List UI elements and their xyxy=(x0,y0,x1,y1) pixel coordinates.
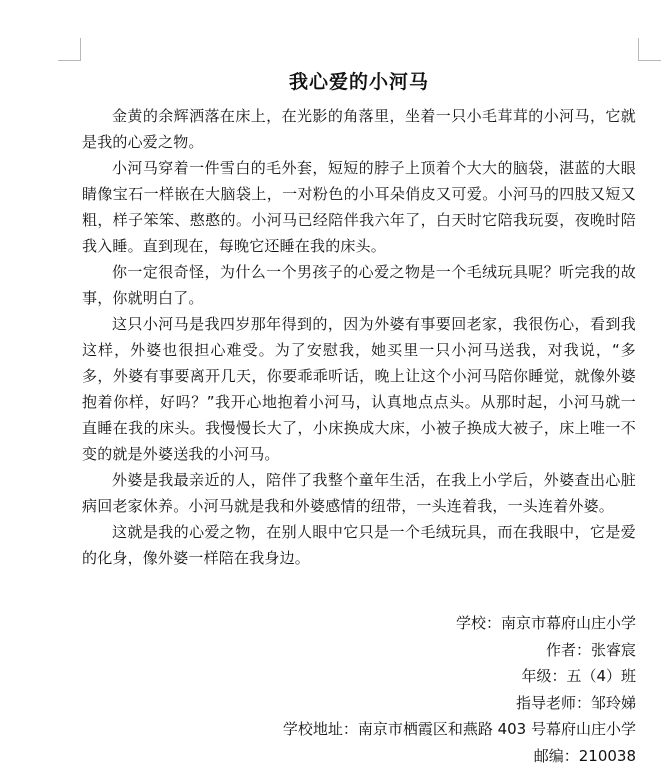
paragraph-3: 你一定很奇怪，为什么一个男孩子的心爱之物是一个毛绒玩具呢？听完我的故事，你就明白了。 xyxy=(82,263,636,307)
postcode-line: 邮编：210038 xyxy=(533,746,636,765)
document-body xyxy=(82,103,636,571)
paragraph-2: 小河马穿着一件雪白的毛外套，短短的脖子上顶着个大大的脑袋，湛蓝的大眼睛像宝石一样嵌在大脑袋上，一对粉色的小耳朵俏皮又可爱。小河马的四肢又短又粗，样子笨笨、憨憨的。小河马已经陪伴我六年了，白天时它陪我玩耍，夜晚时陪我入睡。直到现在，每晚它还睡在我的床头。 xyxy=(82,159,636,255)
paragraph-1: 金黄的余辉洒落在床上，在光影的角落里，坐着一只小毛茸茸的小河马，它就是我的心爱之物。 xyxy=(82,107,636,151)
crop-mark-top-right xyxy=(638,38,661,61)
author-line: 作者：张睿宸 xyxy=(545,640,636,659)
teacher-line: 指导老师：邹玲娣 xyxy=(515,693,636,712)
paragraph-5: 外婆是我最亲近的人，陪伴了我整个童年生活，在我上小学后，外婆查出心脏病回老家休养。小河马就是我和外婆感情的纽带，一头连着我，一头连着外婆。 xyxy=(82,471,636,515)
grade-line: 年级：五（4）班 xyxy=(521,667,636,686)
author-info-block xyxy=(216,610,636,770)
paragraph-4: 这只小河马是我四岁那年得到的，因为外婆有事要回老家，我很伤心，看到我这样，外婆也很担心难受。为了安慰我，她买里一只小河马送我，对我说，“多多，外婆有事要离开几天，你要乖乖听话，晚上让这个小河马陪你睡觉，就像外婆抱着你样，好吗？”我开心地抱着小河马，认真地点点头。从那时起，小河马就一直睡在我的床头。我慢慢长大了，小床换成大床，小被子换成大被子，床上唯一不变的就是外婆送我的小河马。 xyxy=(82,315,636,463)
paragraph-6: 这就是我的心爱之物，在别人眼中它只是一个毛绒玩具，而在我眼中，它是爱的化身，像外婆一样陪在我身边。 xyxy=(82,523,636,567)
school-line: 学校：南京市幕府山庄小学 xyxy=(455,614,636,632)
document-title: 我心爱的小河马 xyxy=(288,71,429,93)
address-line: 学校地址：南京市栖霞区和燕路 403 号幕府山庄小学 xyxy=(282,720,636,739)
crop-mark-top-left xyxy=(58,38,81,61)
